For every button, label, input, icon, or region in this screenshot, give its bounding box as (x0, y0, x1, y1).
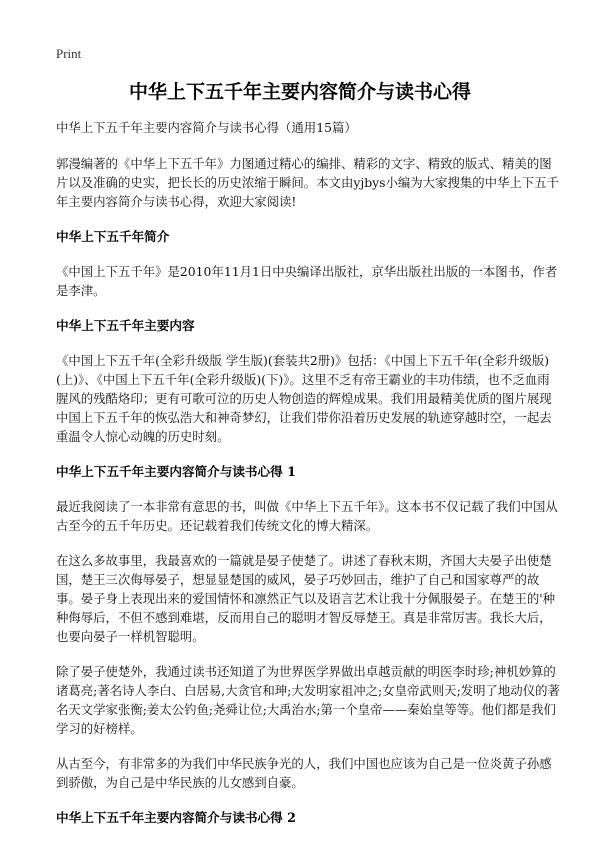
document-content (56, 118, 562, 843)
section-heading-intro: 中华上下五千年简介 (56, 229, 170, 244)
document-title: 中华上下五千年主要内容简介与读书心得 (128, 81, 471, 103)
section-paragraph: 除了晏子使楚外，我通过读书还知道了为世界医学界做出卓越贡献的明医李时珍;神机妙算的诸葛亮;著名诗人李白、白居易,大贪官和珅;大发明家祖冲之;女皇帝武则天;发明了地动仪的著名天文学家张衡;姜太公钓鱼;尧舜让位;大禹治水;第一个皇帝——秦始皇等等。他们都是我们学习的好榜样。 (56, 664, 560, 736)
section-paragraph: 从古至今，有非常多的为我们中华民族争光的人，我们中国也应该为自己是一位炎黄子孙感到骄傲，为自己是中华民族的儿女感到自豪。 (56, 756, 552, 790)
section-paragraph: 《中国上下五千年》是2010年11月1日中央编译出版社，京华出版社出版的一本图书，作者是李津。 (56, 264, 558, 298)
print-link[interactable]: Print (56, 46, 82, 61)
section-heading-reading-notes-2: 中华上下五千年主要内容简介与读书心得 2 (56, 810, 296, 825)
intro-paragraph: 郭漫编著的《中华上下五千年》力图通过精心的编排、精彩的文字、精致的版式、精美的图片以及准确的史实，把长长的历史浓缩于瞬间。本文由yjbys小编为大家搜集的中华上下五千年主要内容简介与读书心得，欢迎大家阅读! (56, 156, 559, 209)
document-subtitle: 中华上下五千年主要内容简介与读书心得（通用15篇） (56, 120, 357, 135)
section-paragraph: 最近我阅读了一本非常有意思的书，叫做《中华上下五千年》。这本书不仅记载了我们中国从古至今的五千年历史。还记载着我们传统文化的博大精深。 (56, 499, 558, 533)
section-paragraph: 《中国上下五千年(全彩升级版 学生版)(套装共2册)》包括：《中国上下五千年(全彩升级版)(上)》、《中国上下五千年(全彩升级版)(下)》。这里不乏有帝王霸业的丰功伟绩，也不乏血雨腥风的残酷烙印；更有可歌可泣的历史人物创造的辉煌成果。我们用最精美优质的图片展现中国上下五千年的恢弘浩大和神奇梦幻，让我们带你沿着历史发展的轨迹穿越时空，一起去重温令人惊心动魄的历史时刻。 (56, 353, 552, 444)
section-heading-reading-notes-1: 中华上下五千年主要内容简介与读书心得 1 (56, 464, 296, 479)
section-paragraph: 在这么多故事里，我最喜欢的一篇就是晏子使楚了。讲述了春秋末期，齐国大夫晏子出使楚国，楚王三次侮辱晏子，想显显楚国的威风，晏子巧妙回击，维护了自己和国家尊严的故事。晏子身上表现出来的爱国情怀和凛然正气以及语言艺术让我十分佩服晏子。在楚王的'种种侮辱后，不但不感到难堪，反而用自己的聪明才智反辱楚王。真是非常厉害。我长大后，也要向晏子一样机智聪明。 (56, 553, 556, 644)
section-heading-main-content: 中华上下五千年主要内容 (56, 318, 195, 333)
